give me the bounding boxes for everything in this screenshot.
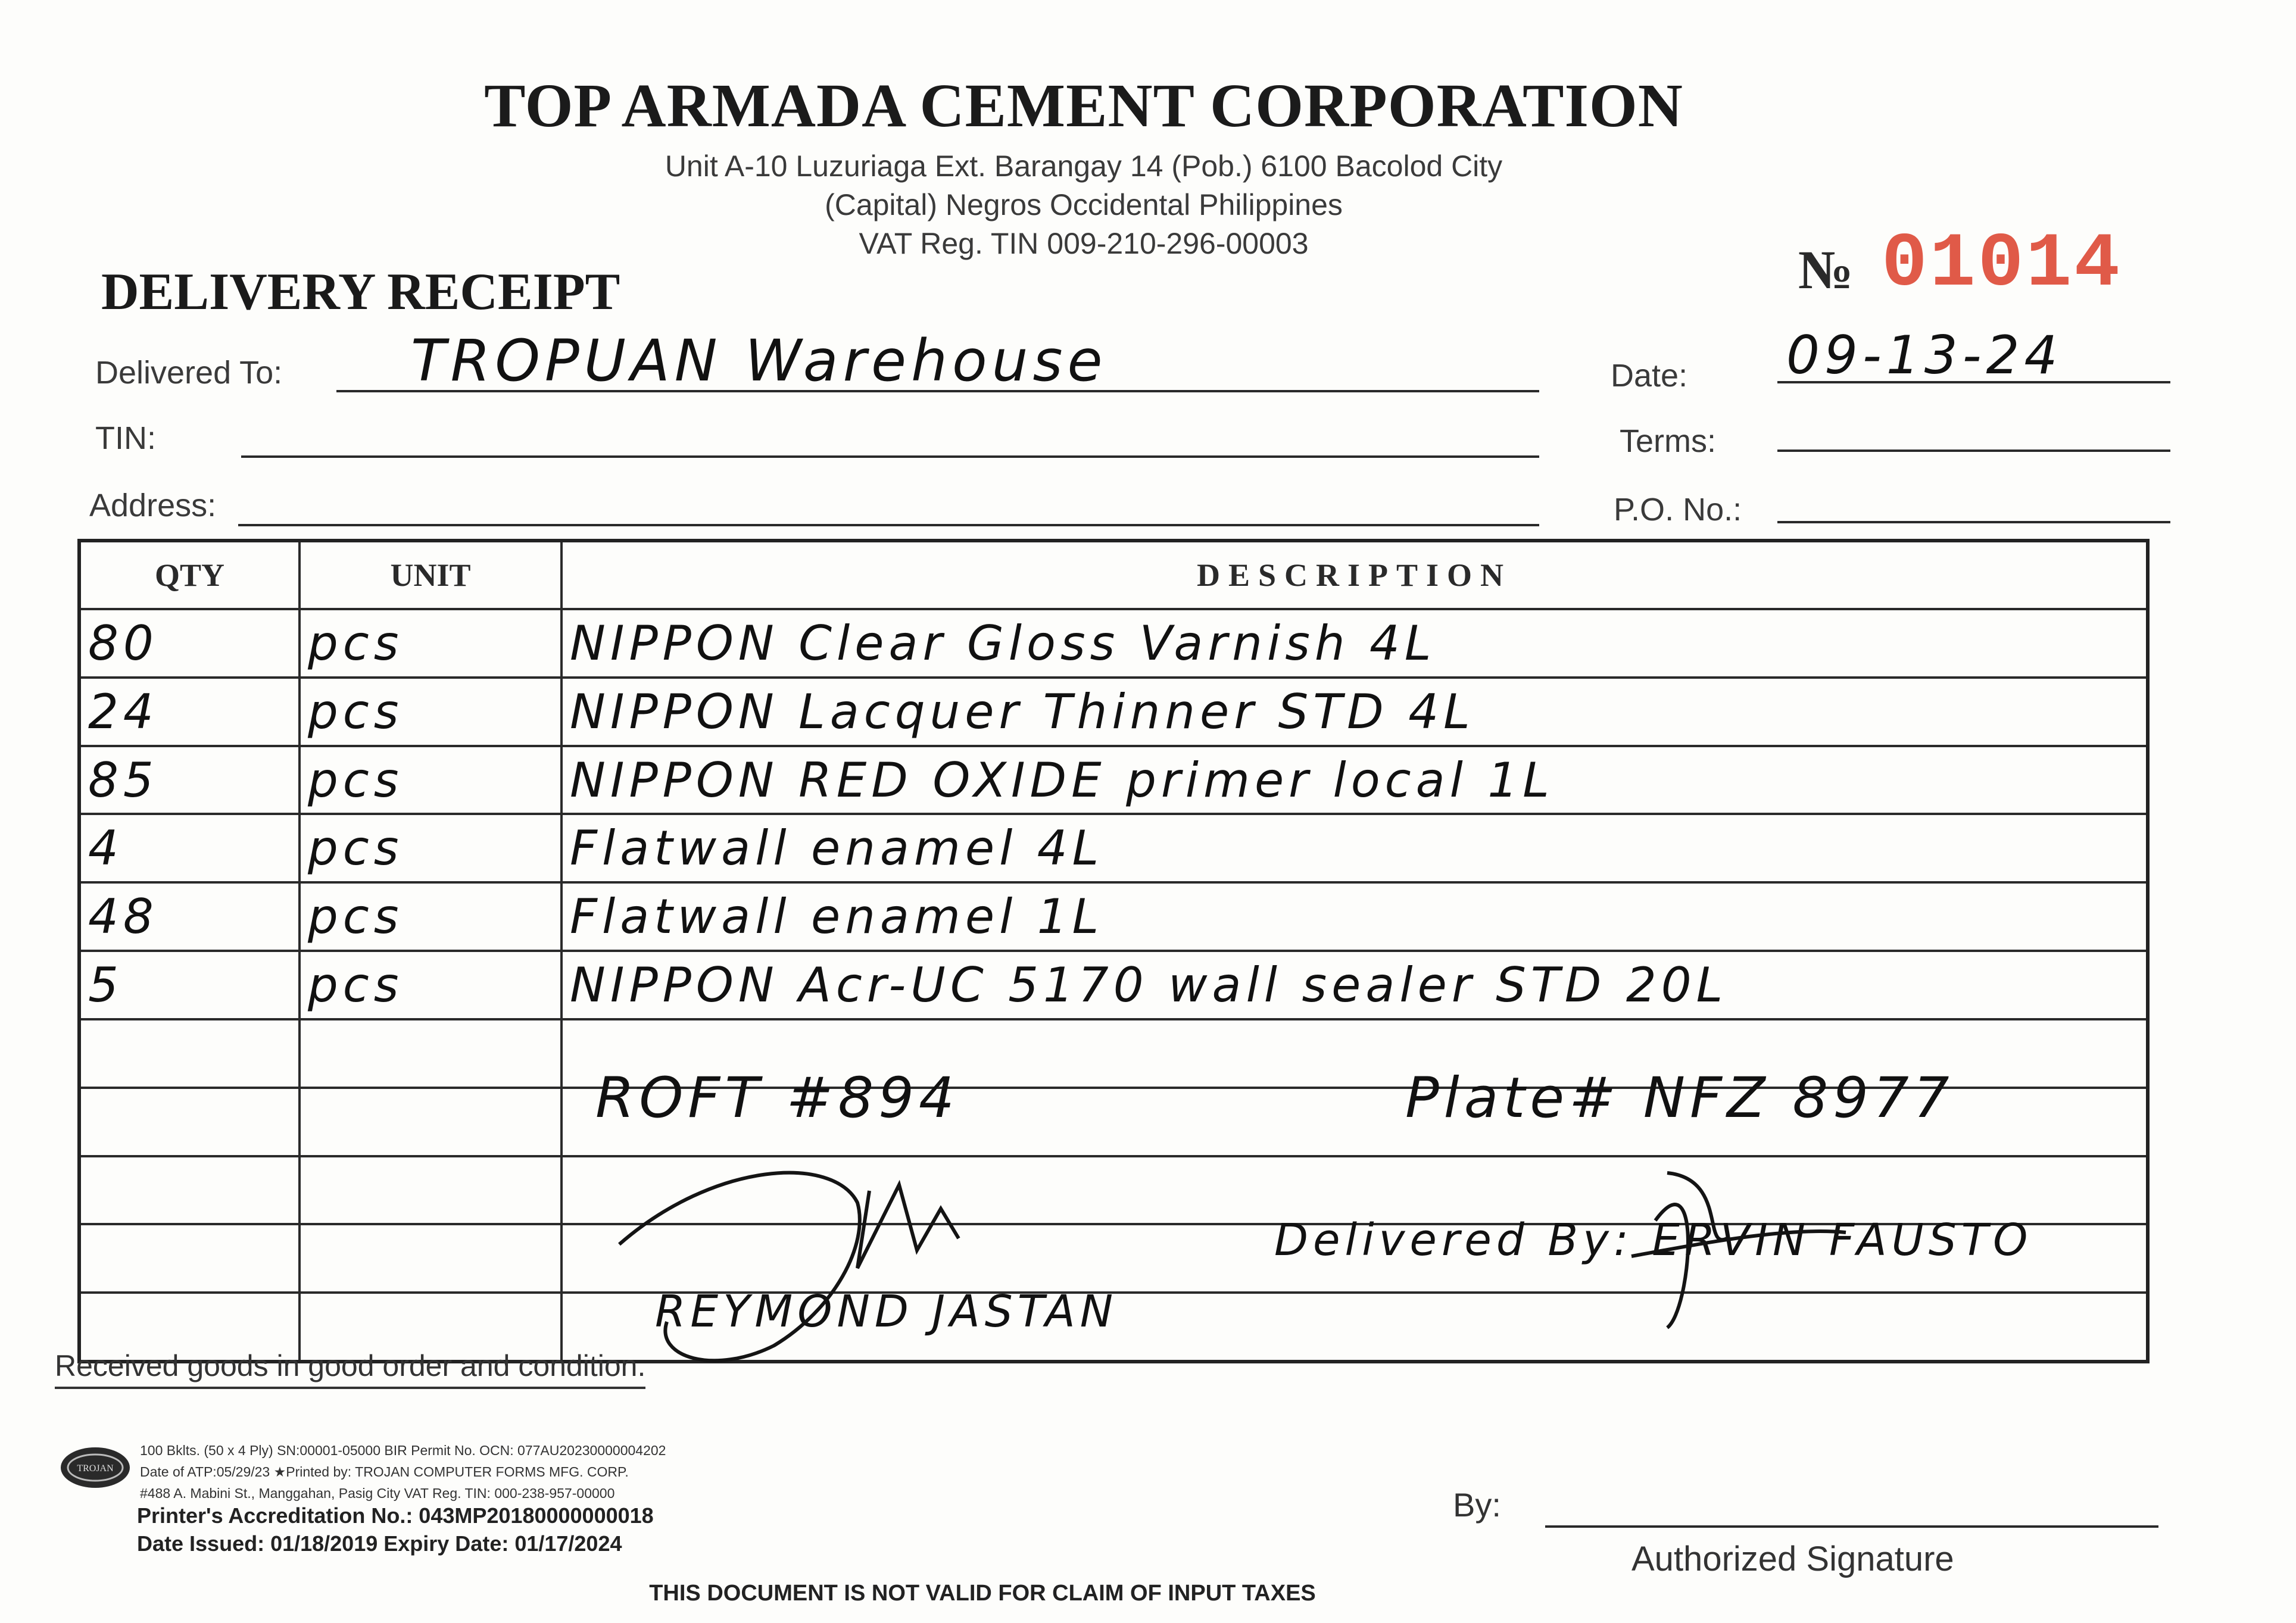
row-description: Flatwall enamel 1L — [561, 882, 2148, 951]
tin-line — [241, 455, 1539, 458]
table-row — [79, 746, 2148, 814]
printer-info-line1: 100 Bklts. (50 x 4 Ply) SN:00001-05000 BIR Permit No. OCN: 077AU20230000004202 — [140, 1443, 666, 1458]
qty-header: QTY — [79, 541, 300, 609]
row-description: NIPPON RED OXIDE primer local 1L — [561, 746, 2148, 814]
row-unit: pcs — [300, 951, 561, 1019]
trojan-logo — [60, 1444, 131, 1491]
row-qty: 80 — [79, 609, 300, 678]
table-row — [79, 814, 2148, 882]
tin-label: TIN: — [95, 420, 156, 456]
table-row — [79, 609, 2148, 678]
printer-info-line2: Date of ATP:05/29/23 ★Printed by: TROJAN COMPUTER FORMS MFG. CORP. — [140, 1464, 629, 1480]
terms-line — [1777, 450, 2170, 452]
delivered-to-value: TROPUAN Warehouse — [411, 327, 1108, 394]
plate-number-note: Plate# NFZ 8977 — [1405, 1066, 1954, 1131]
document-title: DELIVERY RECEIPT — [101, 263, 620, 321]
terms-label: Terms: — [1620, 423, 1716, 459]
svg-text:TROJAN: TROJAN — [77, 1463, 114, 1474]
authorized-signature-label: Authorized Signature — [1631, 1540, 1954, 1578]
by-label: By: — [1453, 1486, 1501, 1524]
address-label: Address: — [89, 488, 217, 523]
delivered-by-note: Delivered By: ERVIN FAUSTO — [1274, 1215, 2033, 1266]
description-header: DESCRIPTION — [561, 541, 2148, 609]
tax-disclaimer: THIS DOCUMENT IS NOT VALID FOR CLAIM OF INPUT TAXES — [649, 1581, 1316, 1606]
authorized-signature-line — [1545, 1525, 2158, 1528]
table-row — [79, 951, 2148, 1019]
row-unit: pcs — [300, 746, 561, 814]
row-unit: pcs — [300, 882, 561, 951]
receipt-number: 01014 — [1882, 221, 2123, 308]
po-line — [1777, 521, 2170, 523]
company-address-line2: (Capital) Negros Occidental Philippines — [825, 188, 1343, 221]
company-address-line1: Unit A-10 Luzuriaga Ext. Barangay 14 (Pob.) 6100 Bacolod City — [665, 149, 1503, 183]
receipt-number-label: № — [1798, 239, 1854, 300]
row-unit: pcs — [300, 609, 561, 678]
row-description: NIPPON Lacquer Thinner STD 4L — [561, 678, 2148, 746]
date-issued: Date Issued: 01/18/2019 Expiry Date: 01/17/2024 — [137, 1531, 622, 1556]
reference-note: ROFT #894 — [595, 1066, 959, 1131]
company-name: TOP ARMADA CEMENT CORPORATION — [484, 71, 1683, 140]
row-description: Flatwall enamel 4L — [561, 814, 2148, 882]
address-line — [238, 524, 1539, 526]
row-qty: 85 — [79, 746, 300, 814]
table-header-row — [79, 541, 2148, 609]
table-row — [79, 882, 2148, 951]
row-description: NIPPON Acr-UC 5170 wall sealer STD 20L — [561, 951, 2148, 1019]
row-qty: 4 — [79, 814, 300, 882]
company-vat: VAT Reg. TIN 009-210-296-00003 — [859, 227, 1309, 260]
po-label: P.O. No.: — [1614, 492, 1742, 528]
row-description: NIPPON Clear Gloss Varnish 4L — [561, 609, 2148, 678]
row-unit: pcs — [300, 678, 561, 746]
row-unit: pcs — [300, 814, 561, 882]
printer-accreditation: Printer's Accreditation No.: 043MP20180000000018 — [137, 1503, 654, 1528]
row-qty: 5 — [79, 951, 300, 1019]
received-by-note: REYMOND JASTAN — [655, 1286, 1118, 1337]
date-value: 09-13-24 — [1786, 324, 2063, 386]
received-note: Received goods in good order and condition. — [55, 1349, 645, 1389]
delivered-to-label: Delivered To: — [95, 355, 283, 391]
row-qty: 48 — [79, 882, 300, 951]
unit-header: UNIT — [300, 541, 561, 609]
table-row — [79, 678, 2148, 746]
date-label: Date: — [1611, 358, 1688, 394]
row-qty: 24 — [79, 678, 300, 746]
printer-info-line3: #488 A. Mabini St., Manggahan, Pasig City VAT Reg. TIN: 000-238-957-00000 — [140, 1485, 615, 1501]
